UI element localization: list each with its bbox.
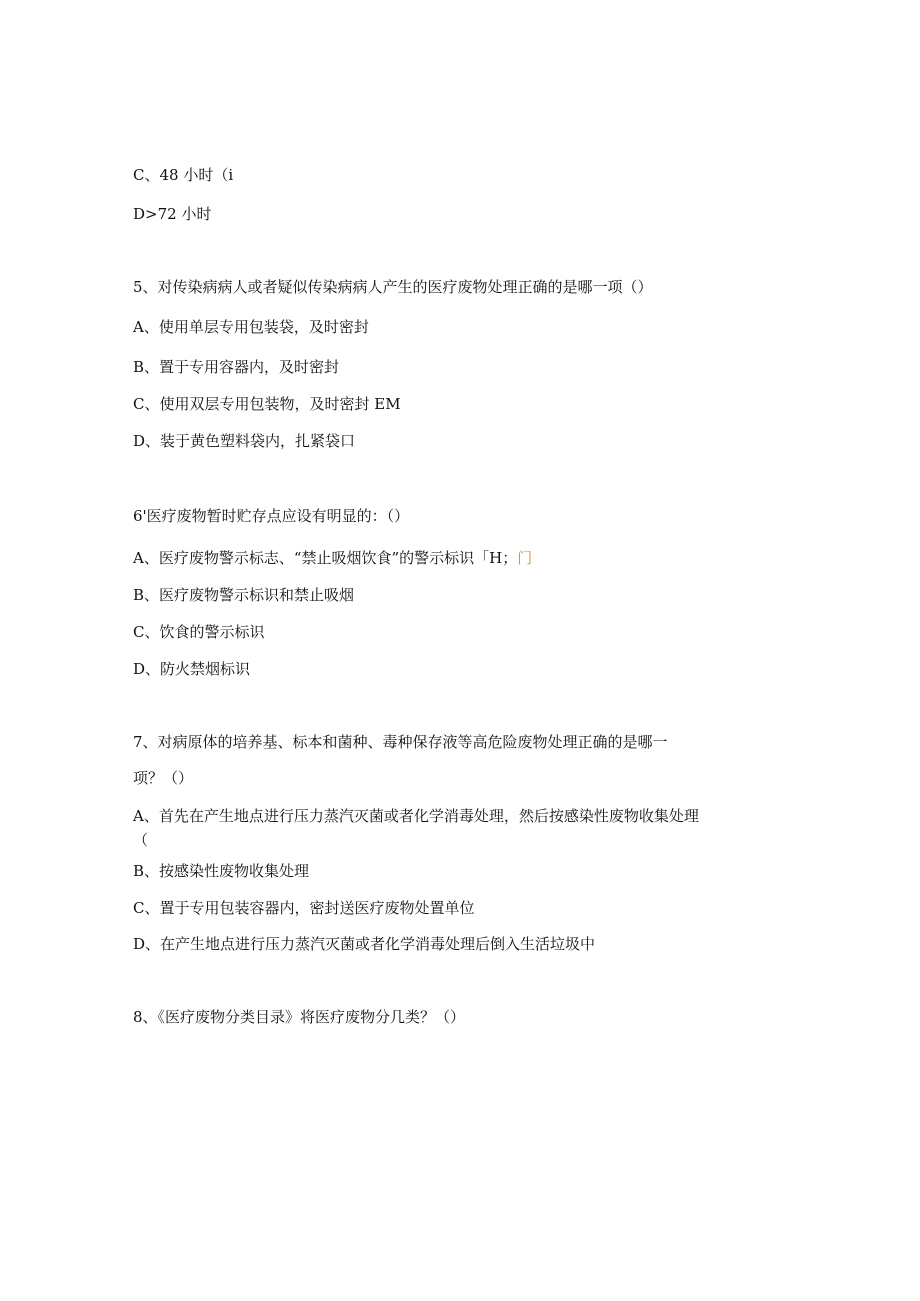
question-7-option-b: B、按感染性废物收集处理 [133,862,310,880]
prev-option-c: C、48 小时（i [133,166,234,184]
question-5-option-b: B、置于专用容器内，及时密封 [133,358,340,376]
question-6-option-a [133,548,532,568]
question-5-option-a: A、使用单层专用包装袋，及时密封 [133,318,369,336]
question-6-option-d: D、防火禁烟标识 [133,660,251,678]
question-5-stem: 5、对传染病病人或者疑似传染病病人产生的医疗废物处理正确的是哪一项（） [133,278,653,296]
question-6-option-b: B、医疗废物警示标识和禁止吸烟 [133,586,355,604]
question-8-stem: 8、《医疗废物分类目录》将医疗废物分几类？（） [133,1008,466,1026]
question-6-option-a-text: A、医疗废物警示标志、“禁止吸烟饮食”的警示标识「H； [133,549,518,567]
question-7-stem-line-2: 项？（） [133,769,194,787]
question-6-option-a-mark: 门 [517,549,533,567]
prev-option-d: D>72 小时 [133,205,212,223]
question-7-option-c: C、置于专用包装容器内，密封送医疗废物处置单位 [133,899,475,917]
question-7-option-d: D、在产生地点进行压力蒸汽灭菌或者化学消毒处理后倒入生活垃圾中 [133,935,596,953]
question-7-option-a-line-2: （ [133,831,149,849]
question-5-option-c: C、使用双层专用包装物，及时密封 EM [133,395,401,413]
question-5-option-d: D、装于黄色塑料袋内，扎紧袋口 [133,432,356,450]
question-6-option-c: C、饮食的警示标识 [133,623,265,641]
question-7-stem-line-1: 7、对病原体的培养基、标本和菌种、毒种保存液等高危险废物处理正确的是哪一 [133,733,668,751]
question-6-stem: 6'医疗废物暂时贮存点应设有明显的：（） [133,507,410,525]
question-7-option-a-line-1: A、首先在产生地点进行压力蒸汽灭菌或者化学消毒处理，然后按感染性废物收集处理 [133,807,699,825]
